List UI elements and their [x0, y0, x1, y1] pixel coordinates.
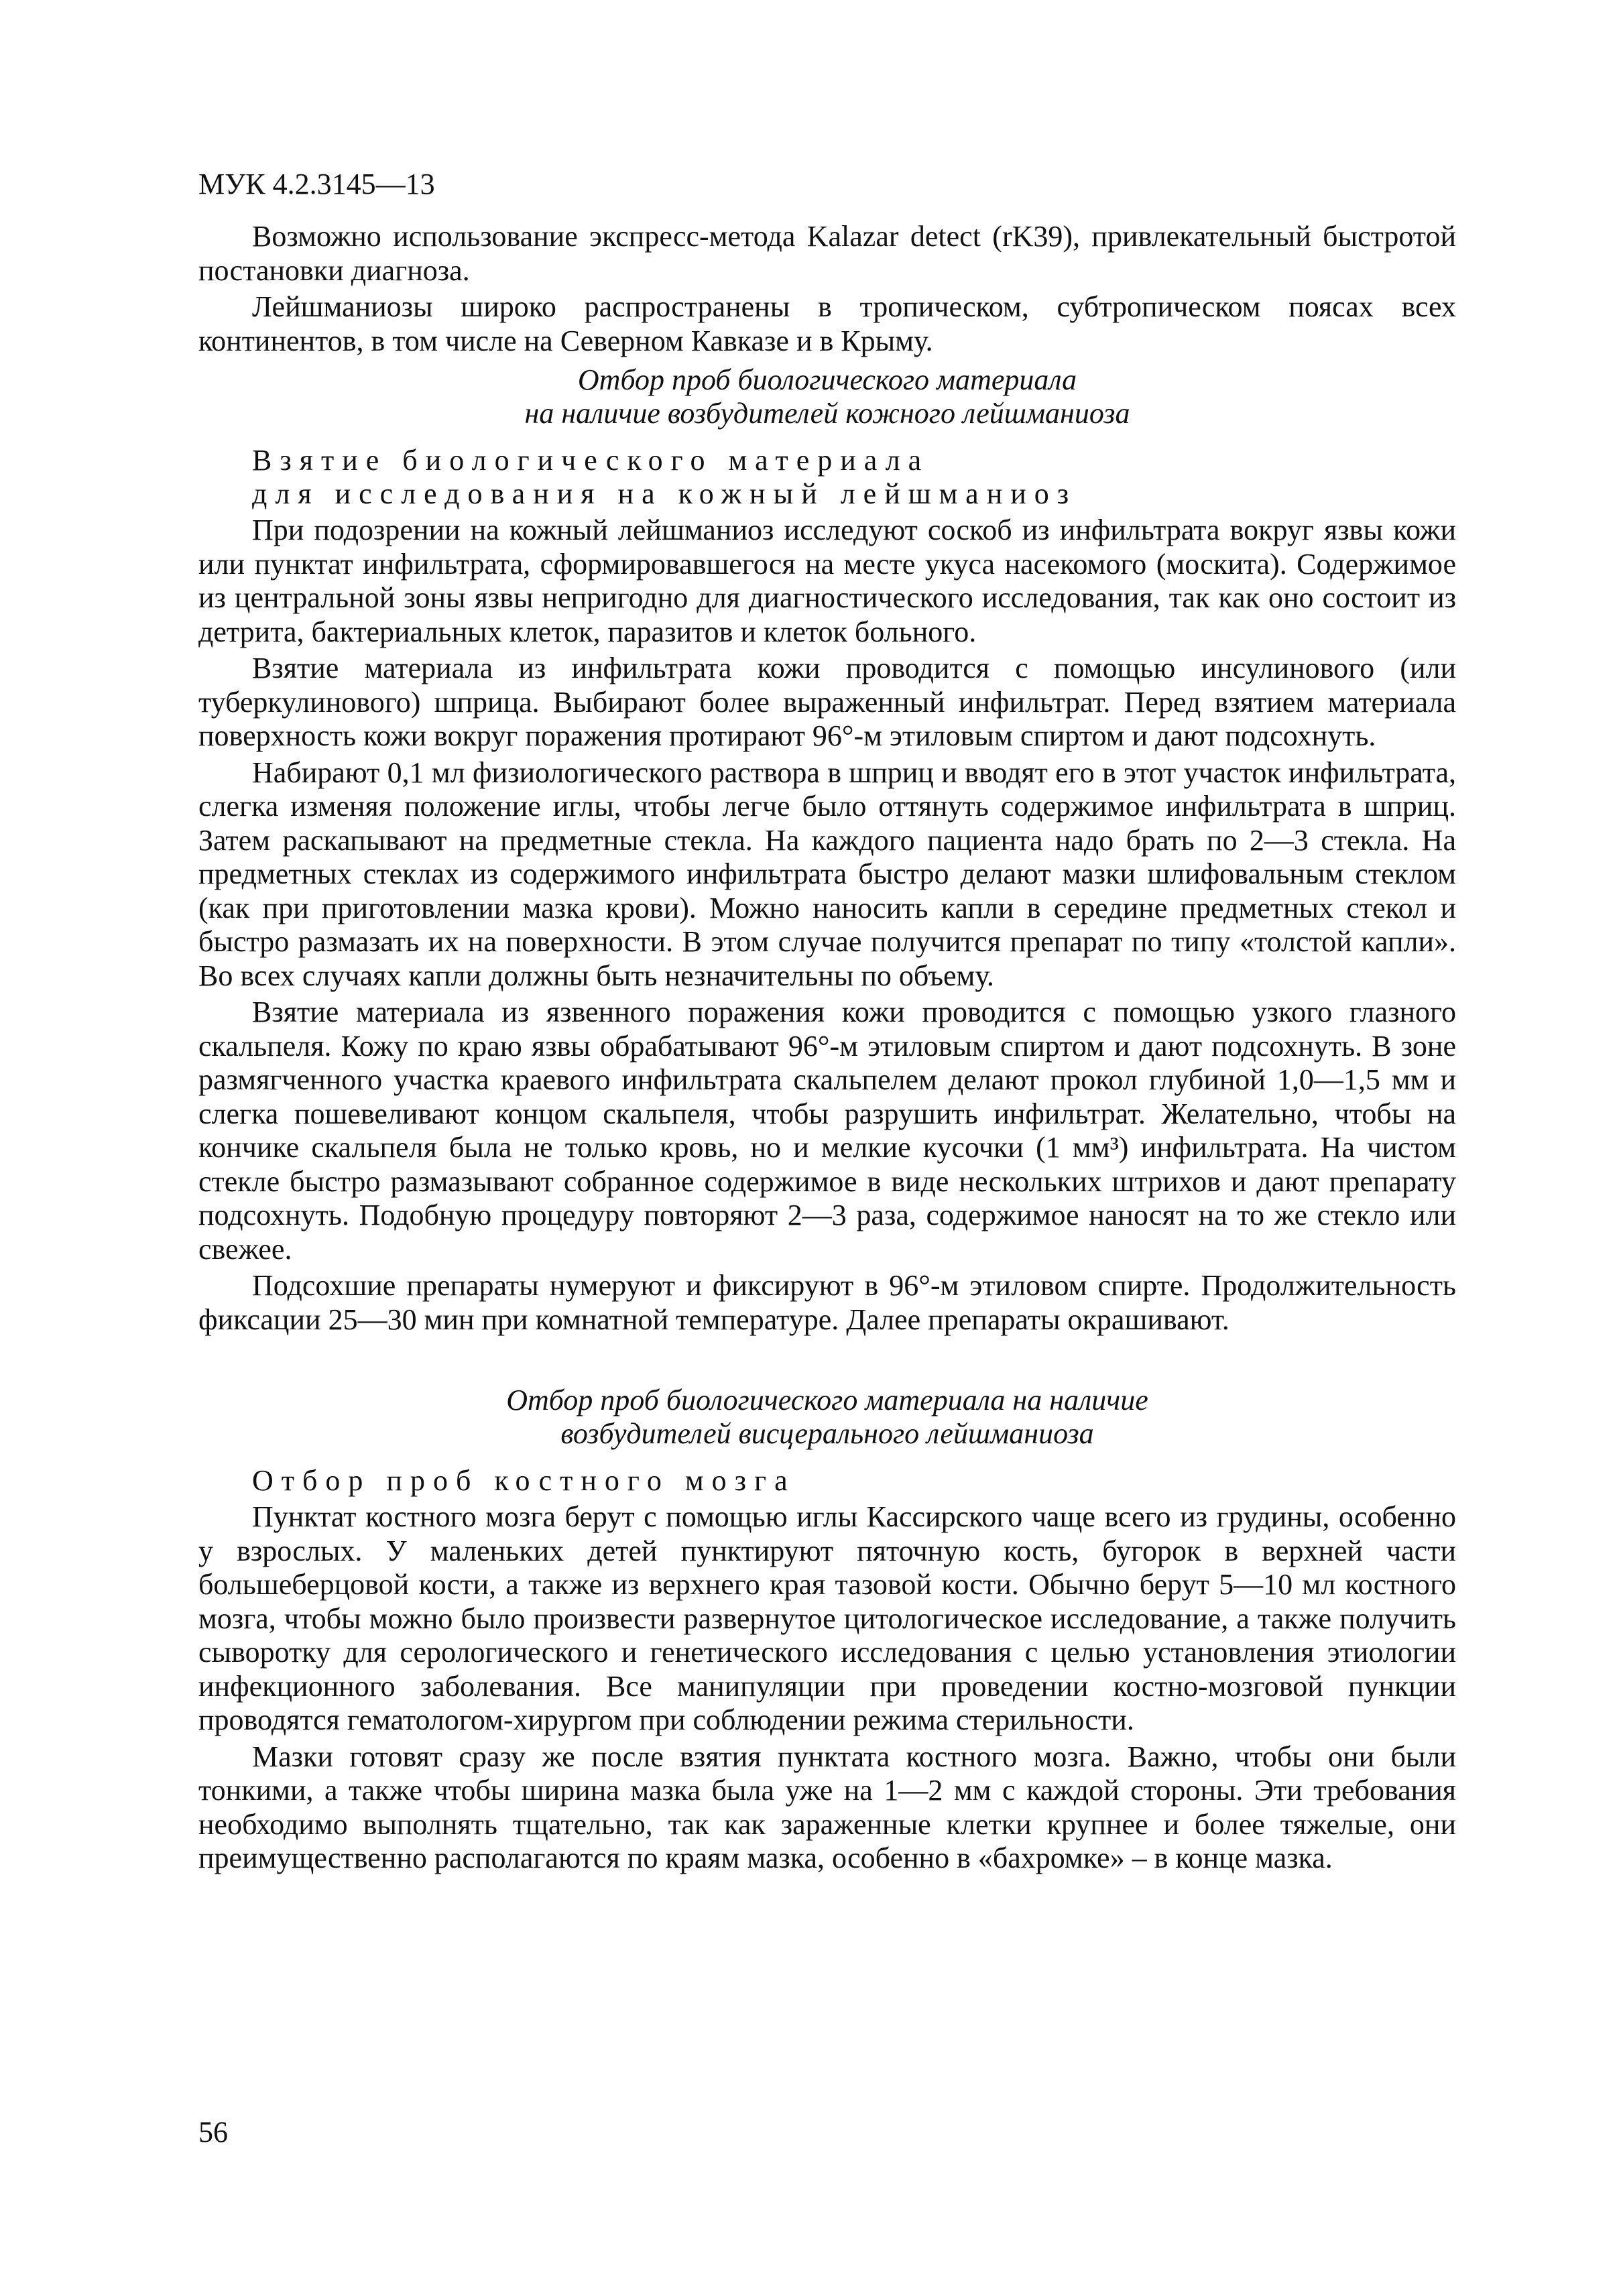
section-title — [198, 1384, 1456, 1451]
document-page — [198, 168, 1456, 1878]
paragraph: Лейшманиозы широко распространены в тропическом, субтропическом поясах всех континентов, в том числе на Северном Кавказе и в Крыму. — [198, 290, 1456, 357]
spacer — [198, 1339, 1456, 1378]
paragraph: Взятие материала из инфильтрата кожи проводится с помощью инсулинового (или туберкулинового) шприца. Выбирают более выраженный инфильтрат. Перед взятием материала поверхность кожи вокруг поражения протирают 96°-м этиловым спиртом и дают подсохнуть. — [198, 652, 1456, 752]
subsection-title — [198, 1464, 1456, 1498]
paragraph: При подозрении на кожный лейшманиоз исследуют соскоб из инфильтрата вокруг язвы кожи или пунктат инфильтрата, сформировавшегося на месте укуса насекомого (москита). Содержимое из центральной зоны язвы непригодно для диагностического исследования, так как оно состоит из детрита, бактериальных клеток, паразитов и клеток больного. — [198, 513, 1456, 648]
subsection-title-line: Взятие биологического материала — [252, 444, 930, 477]
document-header: МУК 4.2.3145—13 — [198, 168, 435, 200]
section-title-line: Отбор проб биологического материала на наличие — [506, 1384, 1148, 1416]
paragraph: Подсохшие препараты нумеруют и фиксируют в 96°-м этиловом спирте. Продолжительность фиксации 25—30 мин при комнатной температуре. Далее препараты окрашивают. — [198, 1269, 1456, 1336]
paragraph: Пунктат костного мозга берут с помощью иглы Кассирского чаще всего из грудины, особенно у взрослых. У маленьких детей пунктируют пяточную кость, бугорок в верхней части большеберцовой кости, а также из верхнего края тазовой кости. Обычно берут 5—10 мл костного мозга, чтобы можно было произвести развернутое цитологическое исследование, а также получить сыворотку для серологического и генетического исследования с целью установления этиологии инфекционного заболевания. Все манипуляции при проведении костно-мозговой пункции проводятся гематологом-хирургом при соблюдении режима стерильности. — [198, 1500, 1456, 1736]
section-title-line: на наличие возбудителей кожного лейшманиоза — [524, 397, 1130, 430]
section-title-line: возбудителей висцерального лейшманиоза — [560, 1417, 1094, 1450]
paragraph: Мазки готовят сразу же после взятия пунктата костного мозга. Важно, чтобы они были тонкими, а также чтобы ширина мазка была уже на 1—2 мм с каждой стороны. Эти требования необходимо выполнять тщательно, так как зараженные клетки крупнее и более тяжелые, они преимущественно располагаются по краям мазка, особенно в «бахромке» – в конце мазка. — [198, 1740, 1456, 1874]
section-title — [198, 363, 1456, 430]
paragraph: Набирают 0,1 мл физиологического раствора в шприц и вводят его в этот участок инфильтрата, слегка изменяя положение иглы, чтобы легче было оттянуть содержимое инфильтрата в шприц. Затем раскапывают на предметные стекла. На каждого пациента надо брать по 2—3 стекла. На предметных стеклах из содержимого инфильтрата быстро делают мазки шлифовальным стеклом (как при приготовлении мазка крови). Можно наносить капли в середине предметных стекол и быстро размазать их на поверхности. В этом случае получится препарат по типу «толстой капли». Во всех случаях капли должны быть незначительны по объему. — [198, 756, 1456, 992]
section-title-line: Отбор проб биологического материала — [577, 363, 1077, 396]
paragraph: Взятие материала из язвенного поражения кожи проводится с помощью узкого глазного скальпеля. Кожу по краю язвы обрабатывают 96°-м этиловым спиртом и дают подсохнуть. В зоне размягченного участка краевого инфильтрата скальпелем делают прокол глубиной 1,0—1,5 мм и слегка пошевеливают концом скальпеля, чтобы разрушить инфильтрат. Желательно, чтобы на кончике скальпеля была не только кровь, но и мелкие кусочки (1 мм³) инфильтрата. На чистом стекле быстро размазывают собранное содержимое в виде нескольких штрихов и дают препарату подсохнуть. Подобную процедуру повторяют 2—3 раза, содержимое наносят на то же стекло или свежее. — [198, 995, 1456, 1266]
subsection-title-line: Отбор проб костного мозга — [252, 1464, 796, 1497]
paragraph: Возможно использование экспресс-метода Kalazar detect (rK39), привлекательный быстротой постановки диагноза. — [198, 220, 1456, 287]
subsection-title-line: для исследования на кожный лейшманиоз — [252, 477, 1077, 510]
subsection-title — [198, 444, 1456, 511]
page-number: 56 — [198, 2116, 228, 2149]
